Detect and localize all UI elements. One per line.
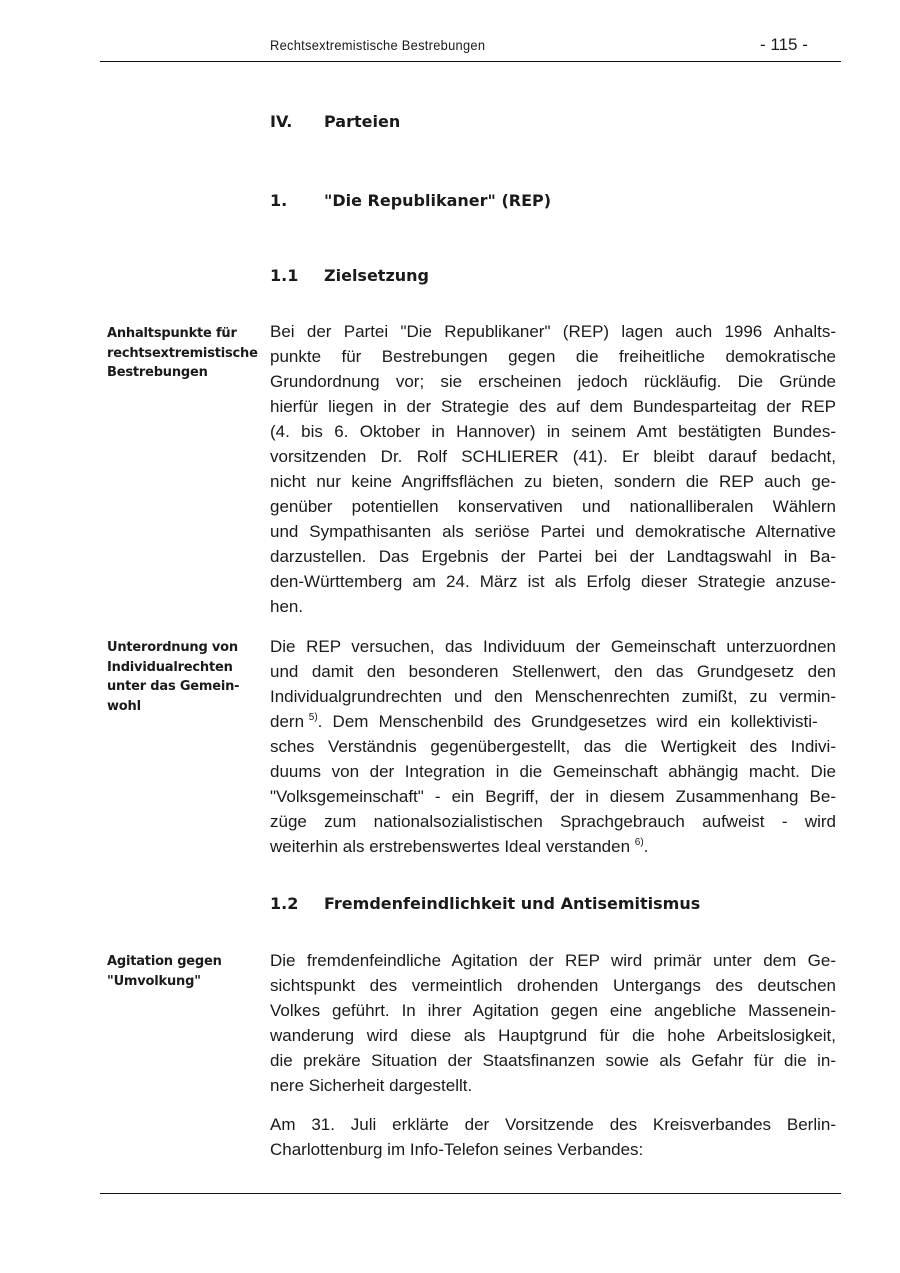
footnote-ref-6[interactable]: 6) (634, 837, 644, 848)
margin-label-line: "Umvolkung" (107, 973, 201, 989)
heading-title: Zielsetzung (324, 266, 429, 285)
text-line: "Volksgemeinschaft" - ein Begriff, der in diesem Zusammenhang Be- (270, 787, 836, 806)
heading-iv (270, 112, 400, 131)
text-line: punkte für Bestrebungen gegen die freiheitliche demokratische (270, 347, 836, 366)
text-line: Individualgrundrechten und den Menschenrechten zumißt, zu vermin- (270, 687, 836, 706)
text-line: hierfür liegen in der Strategie des auf dem Bundesparteitag der REP (270, 397, 836, 416)
text-line: genüber potentiellen konservativen und nationalliberalen Wählern (270, 497, 836, 516)
margin-label-line: Unterordnung von (107, 640, 238, 655)
text-fragment: dern (270, 712, 305, 731)
text-line: nicht nur keine Angriffsflächen zu bieten, sondern die REP auch ge- (270, 472, 836, 491)
text-line: nere Sicherheit dargestellt. (270, 1076, 473, 1095)
heading-number: IV. (270, 112, 293, 131)
heading-title: Parteien (324, 112, 401, 131)
paragraph-charlottenburg (270, 1112, 836, 1162)
heading-title: "Die Republikaner" (REP) (324, 191, 552, 210)
margin-label-line: wohl (107, 698, 141, 714)
paragraph-zielsetzung (270, 319, 836, 619)
heading-number: 1. (270, 191, 288, 210)
heading-1-1 (270, 266, 429, 285)
running-title: Rechtsextremistische Bestrebungen (270, 37, 486, 53)
header-rule (100, 61, 841, 62)
text-line: darzustellen. Das Ergebnis der Partei bei der Landtagswahl in Ba- (270, 547, 836, 566)
heading-1-2 (270, 894, 700, 913)
text-line: Grundordnung vor; sie erscheinen jedoch rückläufig. Die Gründe (270, 372, 836, 391)
margin-label-line: Bestrebungen (107, 365, 208, 380)
margin-label-line: Individualrechten (107, 659, 233, 675)
margin-label-line: Agitation gegen (107, 954, 222, 969)
text-line: Die fremdenfeindliche Agitation der REP wird primär unter dem Ge- (270, 951, 836, 970)
margin-label-anhaltspunkte (107, 324, 267, 383)
text-line: (4. bis 6. Oktober in Hannover) in seinem Amt bestätigten Bundes- (270, 422, 836, 441)
text-line: und damit den besonderen Stellenwert, den das Grundgesetz den (270, 662, 836, 681)
text-line: und Sympathisanten als seriöse Partei und demokratische Alternative (270, 522, 836, 541)
paragraph-unterordnung (270, 634, 836, 859)
text-line: den-Württemberg am 24. März ist als Erfolg dieser Strategie anzuse- (270, 572, 836, 591)
heading-number: 1.2 (270, 894, 299, 913)
text-line: Am 31. Juli erklärte der Vorsitzende des Kreisverbandes Berlin- (270, 1115, 836, 1134)
text-line: wanderung wird diese als Hauptgrund für die hohe Arbeitslosigkeit, (270, 1026, 836, 1045)
heading-1 (270, 191, 551, 210)
text-line (270, 834, 836, 859)
text-line: hen. (270, 597, 304, 616)
heading-title: Fremdenfeindlichkeit und Antisemitismus (324, 894, 701, 913)
paragraph-agitation (270, 948, 836, 1098)
margin-label-line: Anhaltspunkte für (107, 326, 237, 341)
text-line: duums von der Integration in die Gemeinschaft abhängig macht. Die (270, 762, 836, 781)
text-fragment: weiterhin als erstrebenswertes Ideal verstanden (270, 837, 631, 856)
text-fragment: . (643, 837, 649, 856)
heading-number: 1.1 (270, 266, 299, 285)
margin-label-unterordnung (107, 638, 267, 716)
text-line: Bei der Partei "Die Republikaner" (REP) lagen auch 1996 Anhalts- (270, 322, 836, 341)
margin-label-line: unter das Gemein- (107, 679, 240, 694)
footer-rule (100, 1193, 841, 1194)
text-line: Volkes geführt. In ihrer Agitation gegen eine angebliche Massenein- (270, 1001, 836, 1020)
page-number: - 115 - (760, 35, 808, 54)
text-line: Charlottenburg im Info-Telefon seines Verbandes: (270, 1140, 644, 1159)
text-line: Die REP versuchen, das Individuum der Gemeinschaft unterzuordnen (270, 637, 836, 656)
footnote-ref-5[interactable]: 5) (308, 712, 318, 723)
text-fragment: . Dem Menschenbild des Grundgesetzes wird ein kollektivisti- (317, 712, 818, 731)
margin-label-line: rechtsextremistische (107, 345, 258, 361)
margin-label-agitation (107, 952, 267, 991)
text-line (270, 709, 836, 734)
text-line: sichtspunkt des vermeintlich drohenden Untergangs des deutschen (270, 976, 836, 995)
text-line: die prekäre Situation der Staatsfinanzen sowie als Gefahr für die in- (270, 1051, 836, 1070)
text-line: züge zum nationalsozialistischen Sprachgebrauch aufweist - wird (270, 812, 836, 831)
text-line: sches Verständnis gegenübergestellt, das die Wertigkeit des Indivi- (270, 737, 836, 756)
text-line: vorsitzenden Dr. Rolf SCHLIERER (41). Er bleibt darauf bedacht, (270, 447, 836, 466)
